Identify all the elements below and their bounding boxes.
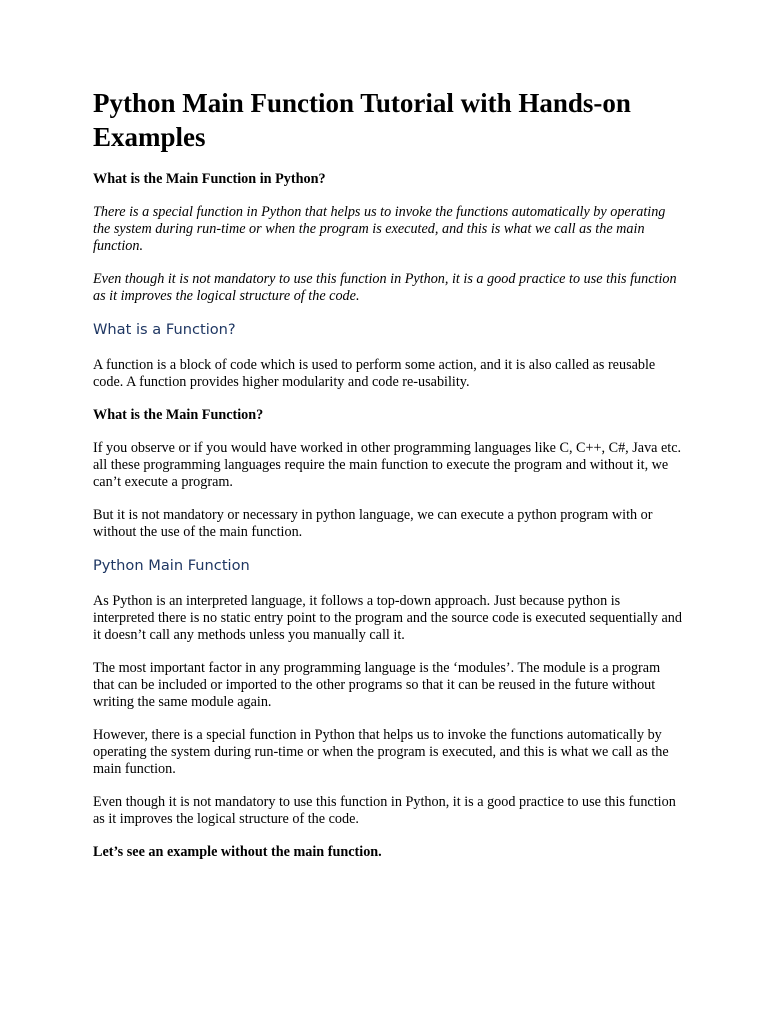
section-heading-python-main: Python Main Function (93, 557, 250, 574)
python-main-paragraph-1: As Python is an interpreted language, it follows a top-down approach. Just because python is interpreted there is no static entry point to the program and the source code is executed sequentially and it doesn’t call any methods unless you manually call it. (93, 593, 682, 643)
function-paragraph-3: But it is not mandatory or necessary in python language, we can execute a python program with or without the use of the main function. (93, 507, 653, 540)
python-main-paragraph-3: However, there is a special function in Python that helps us to invoke the functions automatically by operating the system during run-time or when the program is executed, and this is what we call as the main function. (93, 727, 669, 777)
document-page (93, 86, 683, 877)
section-heading-function: What is a Function? (93, 321, 236, 338)
intro-paragraph-2: Even though it is not mandatory to use this function in Python, it is a good practice to use this function as it improves the logical structure of the code. (93, 271, 677, 304)
python-main-paragraph-4: Even though it is not mandatory to use this function in Python, it is a good practice to use this function as it improves the logical structure of the code. (93, 794, 676, 827)
intro-paragraph-1: There is a special function in Python that helps us to invoke the functions automatically by operating the system during run-time or when the program is executed, and this is what we call as the main function. (93, 204, 666, 254)
main-function-subheading: What is the Main Function? (93, 407, 264, 423)
function-paragraph-2: If you observe or if you would have worked in other programming languages like C, C++, C#, Java etc. all these programming languages require the main function to execute the program and without it, we can’t execute a program. (93, 440, 682, 490)
intro-heading: What is the Main Function in Python? (93, 171, 326, 187)
python-main-paragraph-2: The most important factor in any programming language is the ‘modules’. The module is a program that can be included or imported to the other programs so that it can be reused in the future without writing the same module again. (93, 660, 661, 710)
document-title: Python Main Function Tutorial with Hands-on Examples (93, 88, 631, 152)
example-lead: Let’s see an example without the main function. (93, 844, 382, 860)
function-paragraph-1: A function is a block of code which is used to perform some action, and it is also called as reusable code. A function provides higher modularity and code re-usability. (93, 357, 656, 390)
